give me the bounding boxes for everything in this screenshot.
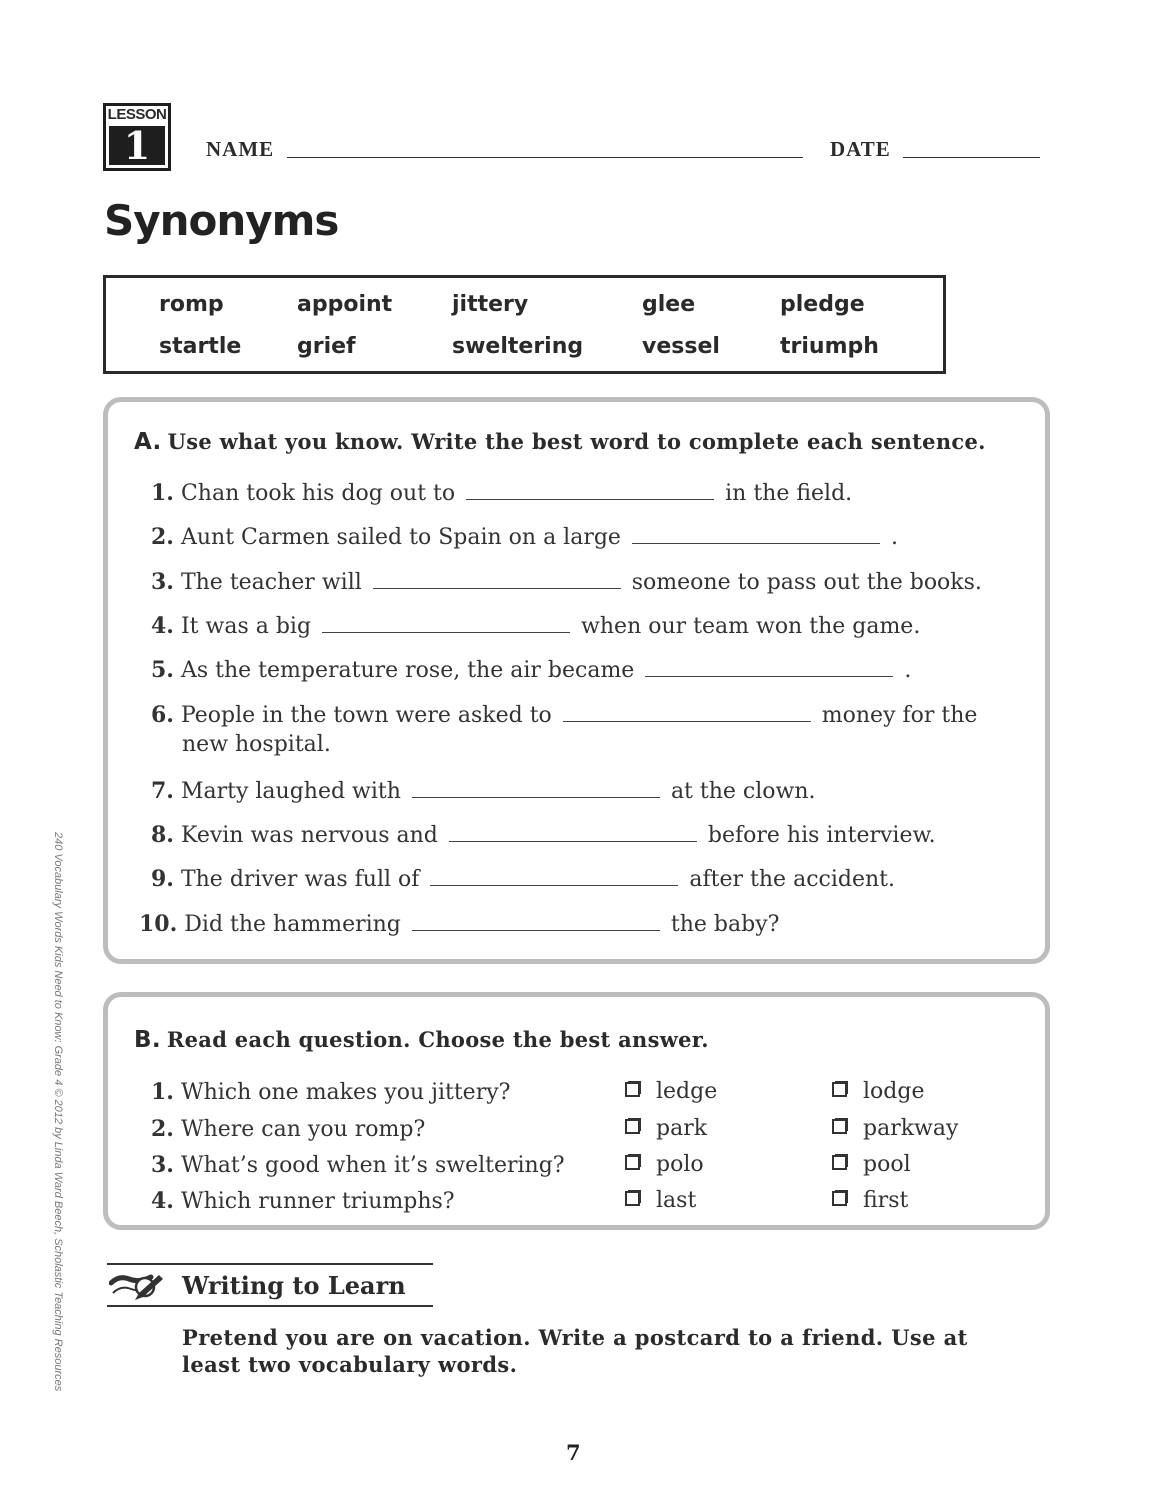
- answer-option[interactable]: last: [625, 1188, 696, 1213]
- lesson-badge: [103, 103, 171, 171]
- answer-option[interactable]: lodge: [832, 1079, 924, 1104]
- writing-rule-top: [107, 1263, 433, 1265]
- checkbox[interactable]: [832, 1191, 847, 1206]
- answer-blank[interactable]: [563, 721, 811, 722]
- question-row: 2. Where can you romp?: [151, 1116, 426, 1142]
- word-bank-word: vessel: [642, 334, 720, 359]
- checkbox[interactable]: [625, 1119, 640, 1134]
- word-bank-word: startle: [159, 334, 242, 359]
- page-number: 7: [566, 1440, 581, 1465]
- checkbox[interactable]: [832, 1155, 847, 1170]
- section-b-letter: B.: [134, 1027, 161, 1053]
- answer-option[interactable]: ledge: [625, 1079, 717, 1104]
- name-line[interactable]: [287, 157, 803, 158]
- checkbox[interactable]: [625, 1191, 640, 1206]
- answer-option[interactable]: first: [832, 1188, 908, 1213]
- side-credit: 240 Vocabulary Words Kids Need to Know: Grade 4 © 2012 by Linda Ward Beech, Scholastic Teaching Resources: [52, 832, 64, 1392]
- lesson-number: 1: [109, 126, 165, 165]
- word-bank-word: pledge: [780, 292, 865, 317]
- answer-option[interactable]: polo: [625, 1152, 704, 1177]
- question-row: 5. As the temperature rose, the air became .: [151, 657, 912, 683]
- question-row: 2. Aunt Carmen sailed to Spain on a large .: [151, 524, 898, 550]
- question-row-continuation: new hospital.: [182, 732, 331, 757]
- word-bank-word: jittery: [452, 292, 529, 317]
- checkbox[interactable]: [832, 1082, 847, 1097]
- answer-blank[interactable]: [373, 588, 621, 589]
- word-bank-word: triumph: [780, 334, 879, 359]
- word-bank-word: appoint: [297, 292, 393, 317]
- section-a-panel: [103, 397, 1050, 964]
- section-b-instruction: B. Read each question. Choose the best answer.: [134, 1027, 709, 1053]
- question-row: 9. The driver was full of after the accident.: [151, 866, 895, 892]
- word-bank-word: grief: [297, 334, 356, 359]
- question-row: 1. Which one makes you jittery?: [151, 1079, 511, 1105]
- pen-scroll-icon: [109, 1269, 167, 1303]
- checkbox[interactable]: [625, 1155, 640, 1170]
- section-b-panel: [103, 992, 1050, 1230]
- question-row: 4. It was a big when our team won the game.: [151, 613, 921, 639]
- section-a-instruction: A. Use what you know. Write the best word to complete each sentence.: [134, 429, 986, 455]
- word-bank-word: romp: [159, 292, 224, 317]
- answer-blank[interactable]: [430, 885, 678, 886]
- section-a-letter: A.: [134, 429, 162, 455]
- name-label: NAME: [206, 137, 275, 161]
- writing-title: Writing to Learn: [182, 1271, 406, 1300]
- answer-option[interactable]: parkway: [832, 1116, 958, 1141]
- question-row: 3. The teacher will someone to pass out the books.: [151, 569, 982, 595]
- answer-blank[interactable]: [632, 543, 880, 544]
- writing-prompt: Pretend you are on vacation. Write a postcard to a friend. Use at least two vocabulary words.: [182, 1325, 968, 1377]
- word-bank-word: glee: [642, 292, 696, 317]
- word-bank-word: sweltering: [452, 334, 584, 359]
- question-row: 3. What’s good when it’s sweltering?: [151, 1152, 565, 1178]
- question-row: 4. Which runner triumphs?: [151, 1188, 455, 1214]
- answer-blank[interactable]: [412, 930, 660, 931]
- answer-blank[interactable]: [449, 841, 697, 842]
- answer-option[interactable]: park: [625, 1116, 707, 1141]
- answer-option[interactable]: pool: [832, 1152, 911, 1177]
- writing-rule-bottom: [107, 1305, 433, 1307]
- answer-blank[interactable]: [466, 499, 714, 500]
- checkbox[interactable]: [625, 1082, 640, 1097]
- lesson-label: LESSON: [107, 106, 167, 123]
- answer-blank[interactable]: [412, 797, 660, 798]
- checkbox[interactable]: [832, 1119, 847, 1134]
- date-line[interactable]: [903, 157, 1040, 158]
- date-label: DATE: [830, 137, 891, 161]
- question-row: 10. Did the hammering the baby?: [139, 911, 780, 937]
- question-row: 8. Kevin was nervous and before his interview.: [151, 822, 936, 848]
- page-title: Synonyms: [104, 196, 339, 245]
- word-bank: [103, 275, 946, 374]
- question-row: 6. People in the town were asked to money for the: [151, 702, 978, 728]
- answer-blank[interactable]: [645, 676, 893, 677]
- question-row: 1. Chan took his dog out to in the field.: [151, 480, 853, 506]
- question-row: 7. Marty laughed with at the clown.: [151, 778, 816, 804]
- answer-blank[interactable]: [322, 632, 570, 633]
